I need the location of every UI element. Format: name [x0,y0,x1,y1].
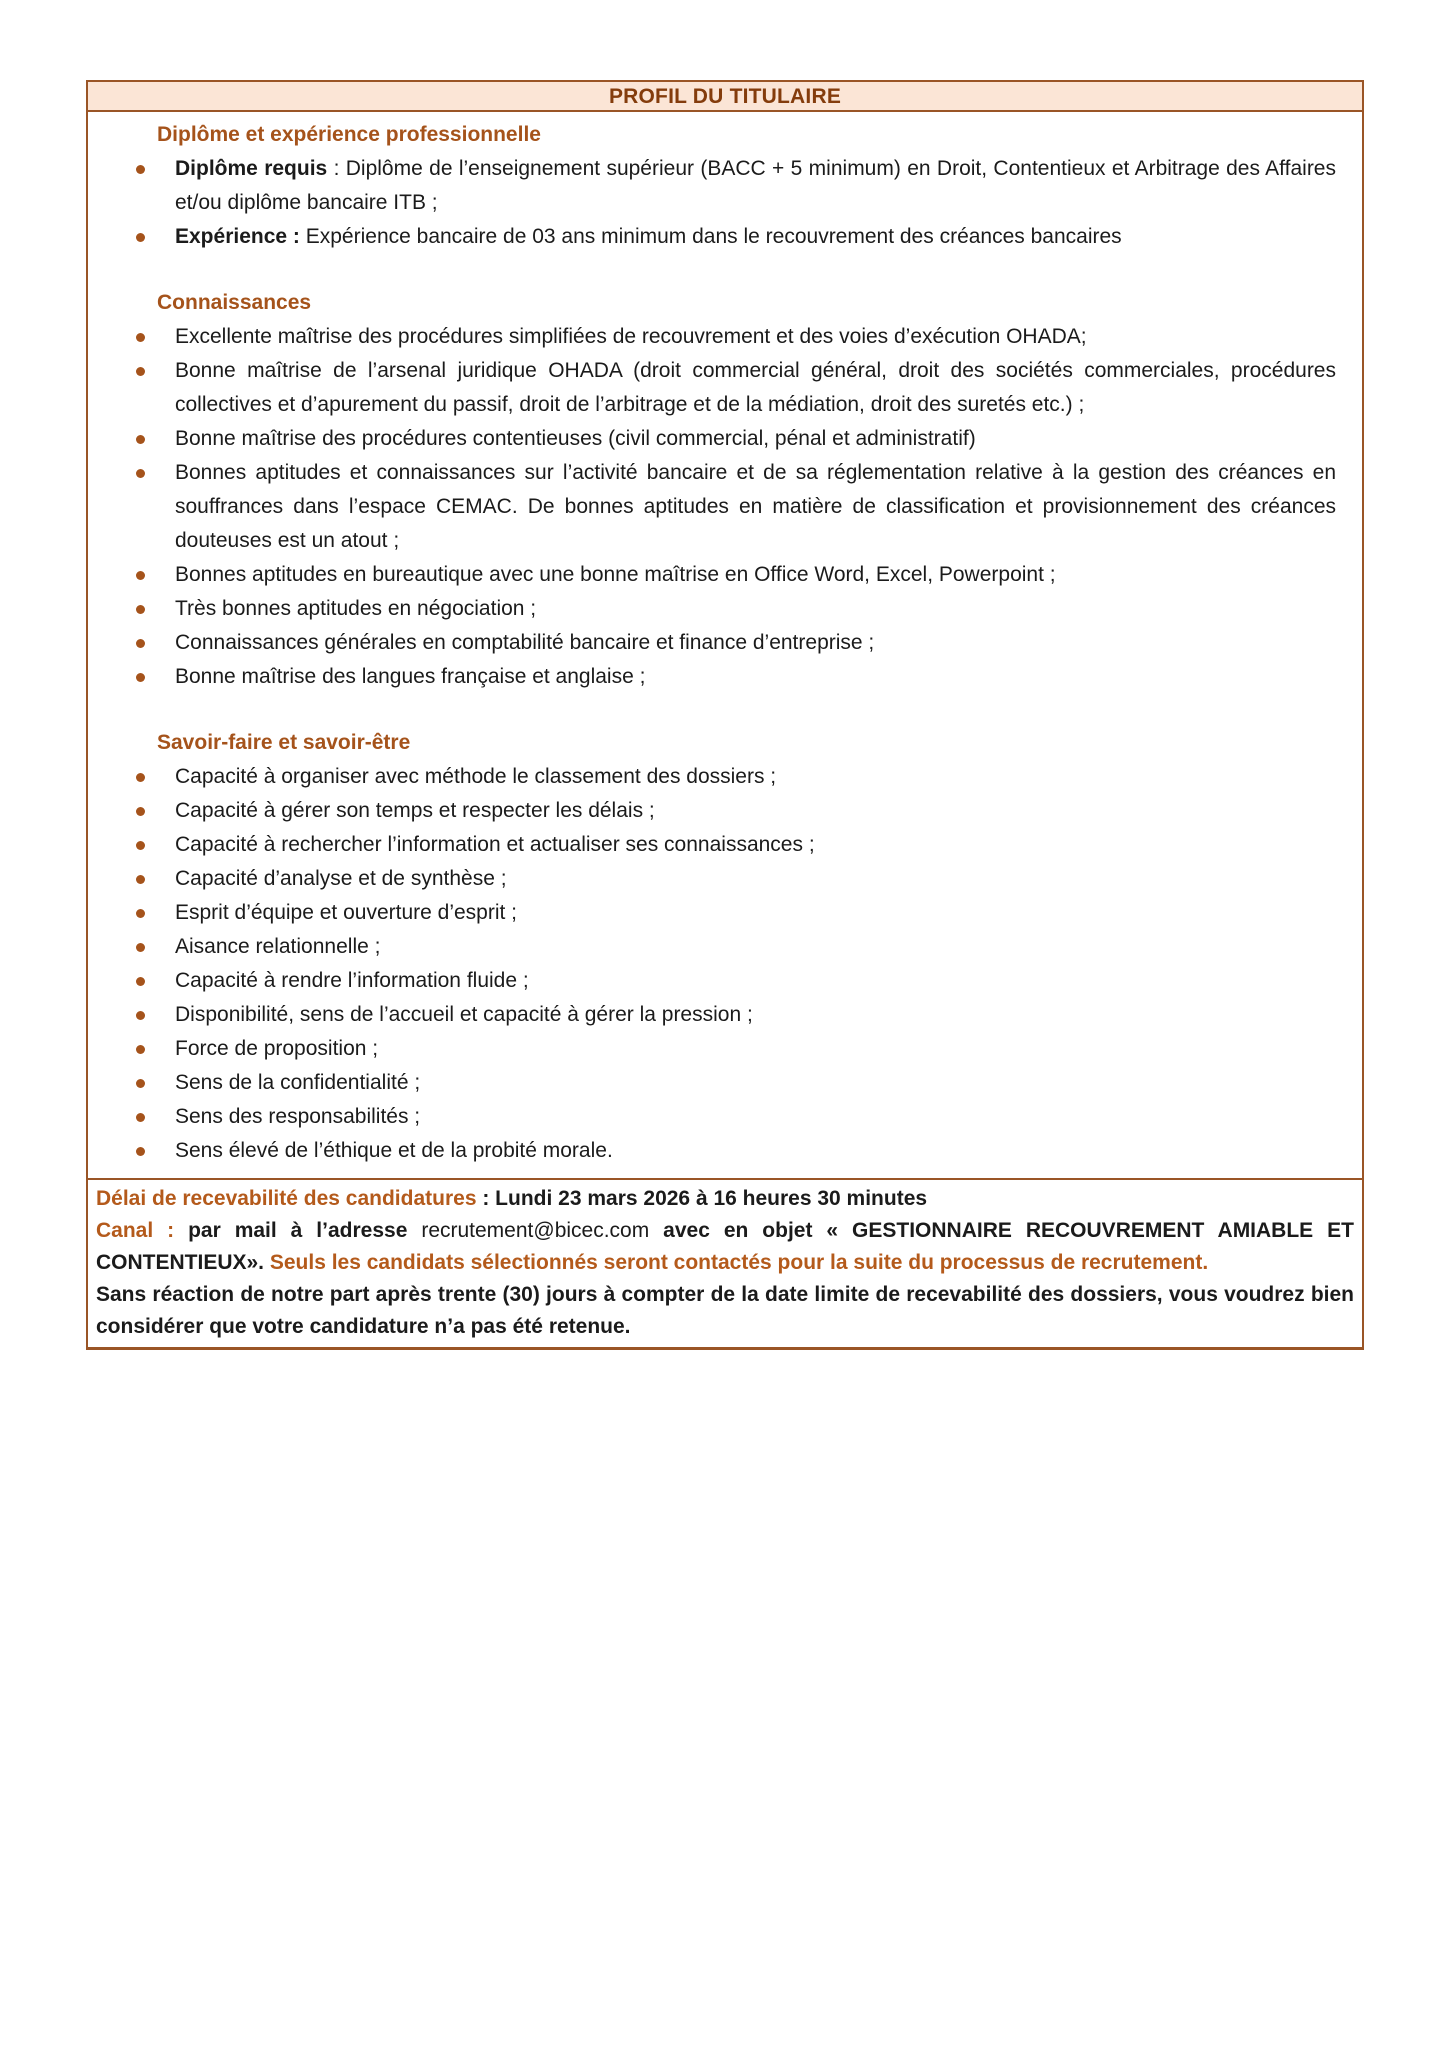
list-item-text: Force de proposition ; [175,1037,379,1060]
list-item [175,930,1350,964]
list-item [175,828,1350,862]
list-item-text: Bonne maîtrise des langues française et anglaise ; [175,665,646,688]
bullet-dot-icon [136,333,145,342]
list-item-lead: Expérience : [175,225,300,248]
list-item [175,220,1350,254]
list-item-text: : Diplôme de l’enseignement supérieur (BACC + 5 minimum) en Droit, Contentieux et Arbitrage des Affaires et/ou diplôme bancaire ITB ; [175,157,1336,214]
section-heading: Savoir-faire et savoir-être [157,731,411,754]
text-run: Sans réaction de notre part après trente (30) jours à compter de la date limite de recevabilité des dossiers, vous voudrez bien considérer que votre candidature n’a pas été retenue. [96,1283,1354,1338]
list-item-text: Aisance relationnelle ; [175,935,381,958]
list-item [175,152,1350,220]
text-run: recrutement@bicec.com [421,1219,650,1242]
list-item-text: Sens de la confidentialité ; [175,1071,421,1094]
section-savoir-faire [88,726,1350,1168]
list-item-text: Excellente maîtrise des procédures simplifiées de recouvrement et des voies d’exécution OHADA; [175,325,1087,348]
bullet-dot-icon [136,233,145,242]
bullet-list [88,760,1350,1168]
list-item-text: Bonnes aptitudes en bureautique avec une bonne maîtrise en Office Word, Excel, Powerpoint ; [175,563,1056,586]
bullet-dot-icon [136,943,145,952]
bullet-dot-icon [136,1045,145,1054]
bullet-dot-icon [136,367,145,376]
list-item [175,422,1350,456]
bullet-dot-icon [136,1079,145,1088]
bullet-dot-icon [136,571,145,580]
bullet-dot-icon [136,435,145,444]
list-item [175,760,1350,794]
list-item [175,354,1350,422]
list-item [175,896,1350,930]
text-run: Seuls les candidats sélectionnés seront contactés pour la suite du processus de recrutement. [269,1251,1209,1274]
list-item-text: Disponibilité, sens de l’accueil et capacité à gérer la pression ; [175,1003,753,1026]
table-footer-row [88,1178,1362,1347]
profile-table [86,80,1364,1350]
bullet-dot-icon [136,1147,145,1156]
list-item-text: Connaissances générales en comptabilité bancaire et finance d’entreprise ; [175,631,875,654]
list-item-text: Capacité d’analyse et de synthèse ; [175,867,507,890]
table-body-row [88,112,1362,1178]
text-run: : Lundi 23 mars 2026 à 16 heures 30 minutes [476,1187,928,1210]
bullet-dot-icon [136,1011,145,1020]
list-item [175,1066,1350,1100]
bullet-dot-icon [136,165,145,174]
list-item-text: Capacité à rendre l’information fluide ; [175,969,529,992]
list-item-text: Sens des responsabilités ; [175,1105,421,1128]
list-item-text: Esprit d’équipe et ouverture d’esprit ; [175,901,518,924]
list-item [175,862,1350,896]
list-item-text: Bonne maîtrise des procédures contentieuses (civil commercial, pénal et administratif) [175,427,976,450]
text-run: Délai de recevabilité des candidatures [96,1187,477,1210]
list-item-text: Bonne maîtrise de l’arsenal juridique OHADA (droit commercial général, droit des sociétés commerciales, procédures collectives et d’apurement du passif, droit de l’arbitrage et de la médiation, droit des suretés etc.) ; [175,359,1336,416]
list-item-text: Capacité à gérer son temps et respecter les délais ; [175,799,655,822]
footer-paragraph [96,1215,1354,1279]
list-item [175,794,1350,828]
bullet-dot-icon [136,807,145,816]
list-item [175,456,1350,558]
bullet-list [88,320,1350,694]
bullet-list [88,152,1350,254]
list-item [175,320,1350,354]
bullet-dot-icon [136,673,145,682]
list-item [175,1100,1350,1134]
list-item-text: Sens élevé de l’éthique et de la probité morale. [175,1139,613,1162]
text-run: par mail à l’adresse [188,1219,422,1242]
bullet-dot-icon [136,841,145,850]
list-item-text: Capacité à rechercher l’information et actualiser ses connaissances ; [175,833,815,856]
list-item [175,558,1350,592]
bullet-dot-icon [136,909,145,918]
text-run: Canal : [96,1219,189,1242]
list-item [175,626,1350,660]
table-header-row [88,82,1362,112]
list-item-text: Bonnes aptitudes et connaissances sur l’activité bancaire et de sa réglementation relative à la gestion des créances en souffrances dans l’espace CEMAC. De bonnes aptitudes en matière de classification et provisionnement des créances douteuses est un atout ; [175,461,1336,552]
section-heading: Diplôme et expérience professionnelle [157,123,541,146]
table-title: PROFIL DU TITULAIRE [608,85,842,108]
list-item [175,964,1350,998]
list-item-text: Très bonnes aptitudes en négociation ; [175,597,537,620]
bullet-dot-icon [136,1113,145,1122]
bullet-dot-icon [136,605,145,614]
bullet-dot-icon [136,875,145,884]
list-item [175,1134,1350,1168]
list-item [175,592,1350,626]
list-item-text: Capacité à organiser avec méthode le classement des dossiers ; [175,765,777,788]
bullet-dot-icon [136,469,145,478]
bullet-dot-icon [136,773,145,782]
section-heading: Connaissances [157,291,312,314]
bullet-dot-icon [136,639,145,648]
section-diplome-experience [88,118,1350,254]
footer-paragraph [96,1183,1354,1215]
list-item [175,1032,1350,1066]
section-connaissances [88,286,1350,694]
list-item-text: Expérience bancaire de 03 ans minimum dans le recouvrement des créances bancaires [299,225,1122,248]
list-item-lead: Diplôme requis [175,157,328,180]
list-item [175,998,1350,1032]
text-run: avec en objet « GESTIONNAIRE RECOUVREMENT AMIABLE ET CONTENTIEUX». [96,1219,1354,1274]
bullet-dot-icon [136,977,145,986]
list-item [175,660,1350,694]
footer-paragraph [96,1279,1354,1343]
